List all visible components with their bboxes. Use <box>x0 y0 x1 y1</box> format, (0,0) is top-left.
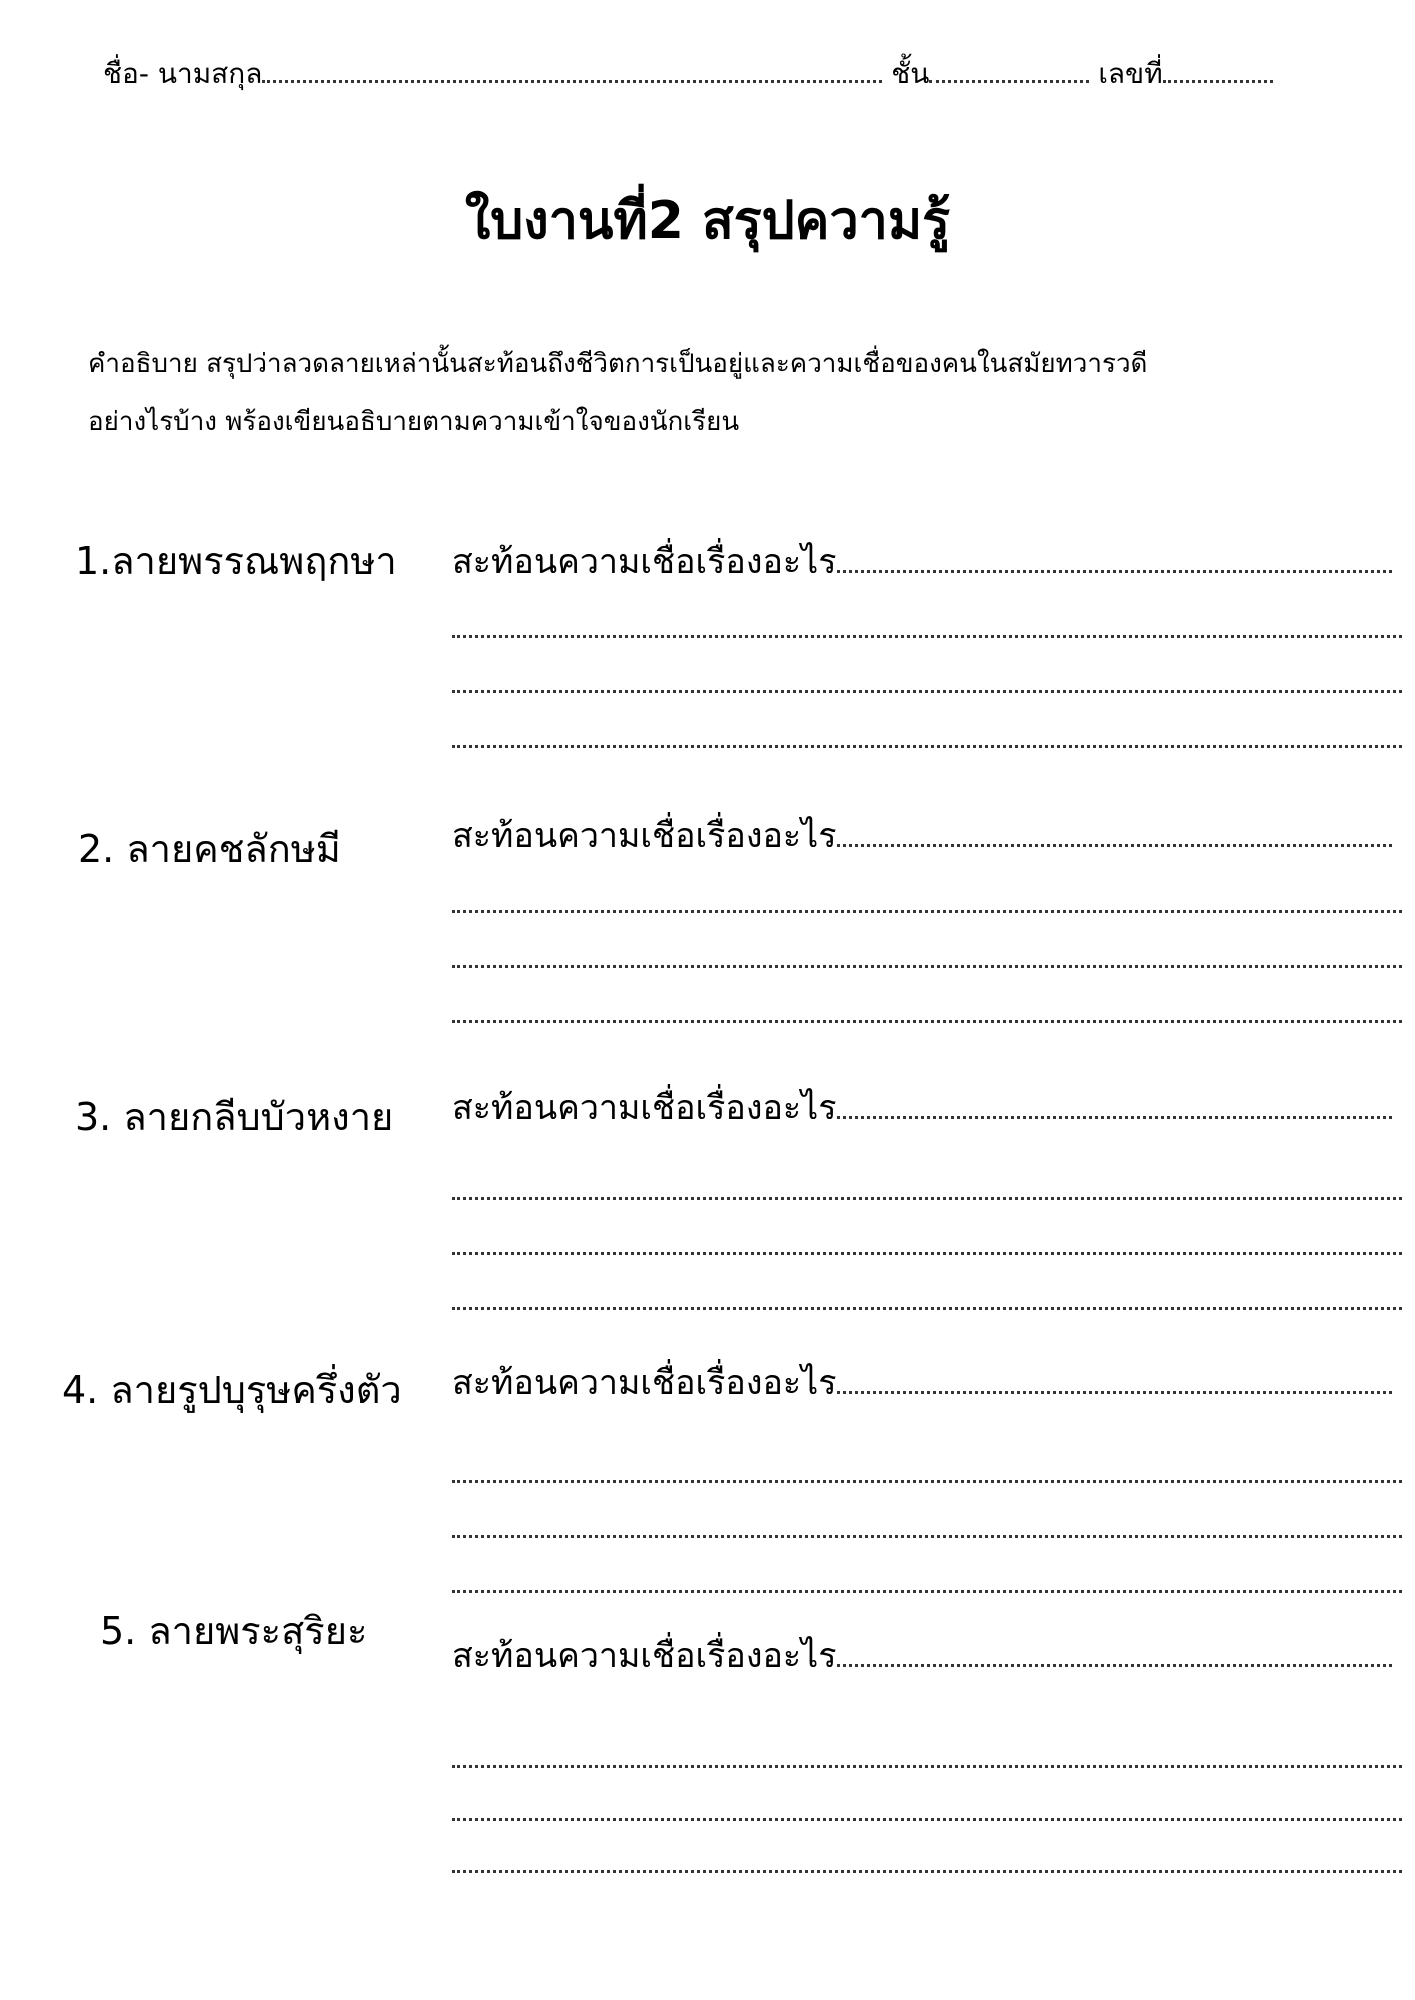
pattern-label: 1.ลายพรรณพฤกษา <box>75 539 397 583</box>
instructions <box>88 335 1328 451</box>
pattern-label: 3. ลายกลีบบัวหงาย <box>75 1095 394 1139</box>
answer-line[interactable] <box>452 965 1402 968</box>
pattern-label: 5. ลายพระสุริยะ <box>100 1609 368 1653</box>
pattern-label: 4. ลายรูปบุรุษครึ่งตัว <box>62 1368 402 1412</box>
answer-line[interactable] <box>452 690 1402 693</box>
answer-line[interactable] <box>452 910 1402 913</box>
name-fill-line[interactable] <box>262 54 882 83</box>
question-prompt: สะท้อนความเชื่อเรื่องอะไร <box>452 1636 837 1676</box>
question-line <box>452 534 1392 588</box>
answer-fill[interactable] <box>837 544 1392 573</box>
student-info-line <box>103 52 1323 96</box>
answer-line[interactable] <box>452 1307 1402 1310</box>
question-line <box>452 1355 1392 1409</box>
answer-line[interactable] <box>452 1020 1402 1023</box>
number-fill-line[interactable] <box>1163 54 1273 83</box>
answer-line[interactable] <box>452 1535 1402 1538</box>
question-prompt: สะท้อนความเชื่อเรื่องอะไร <box>452 542 837 582</box>
answer-line[interactable] <box>452 1870 1402 1873</box>
answer-fill[interactable] <box>837 1638 1392 1667</box>
question-prompt: สะท้อนความเชื่อเรื่องอะไร <box>452 1088 837 1128</box>
answer-line[interactable] <box>452 1197 1402 1200</box>
answer-line[interactable] <box>452 1480 1402 1483</box>
class-fill-line[interactable] <box>929 54 1089 83</box>
question-line <box>452 808 1392 862</box>
name-label: ชื่อ- นามสกุล <box>103 57 263 90</box>
worksheet-title: ใบงานที่2 สรุปความรู้ <box>464 191 951 251</box>
class-label: ชั้น <box>891 57 930 90</box>
pattern-label: 2. ลายคชลักษมี <box>78 827 341 871</box>
answer-line[interactable] <box>452 1590 1402 1593</box>
answer-fill[interactable] <box>837 1090 1392 1119</box>
answer-line[interactable] <box>452 1818 1402 1821</box>
question-line <box>452 1628 1392 1682</box>
question-prompt: สะท้อนความเชื่อเรื่องอะไร <box>452 1363 837 1403</box>
question-line <box>452 1080 1392 1134</box>
answer-fill[interactable] <box>837 818 1392 847</box>
answer-line[interactable] <box>452 1252 1402 1255</box>
number-label: เลขที่ <box>1098 57 1163 90</box>
answer-line[interactable] <box>452 745 1402 748</box>
instructions-line-2: อย่างไรบ้าง พร้องเขียนอธิบายตามความเข้าใจของนักเรียน <box>88 407 740 437</box>
answer-line[interactable] <box>452 635 1402 638</box>
question-prompt: สะท้อนความเชื่อเรื่องอะไร <box>452 816 837 856</box>
answer-line[interactable] <box>452 1765 1402 1768</box>
instructions-line-1: คำอธิบาย สรุปว่าลวดลายเหล่านั้นสะท้อนถึงชีวิตการเป็นอยู่และความเชื่อของคนในสมัยทวารวดี <box>88 349 1148 379</box>
answer-fill[interactable] <box>837 1365 1392 1394</box>
